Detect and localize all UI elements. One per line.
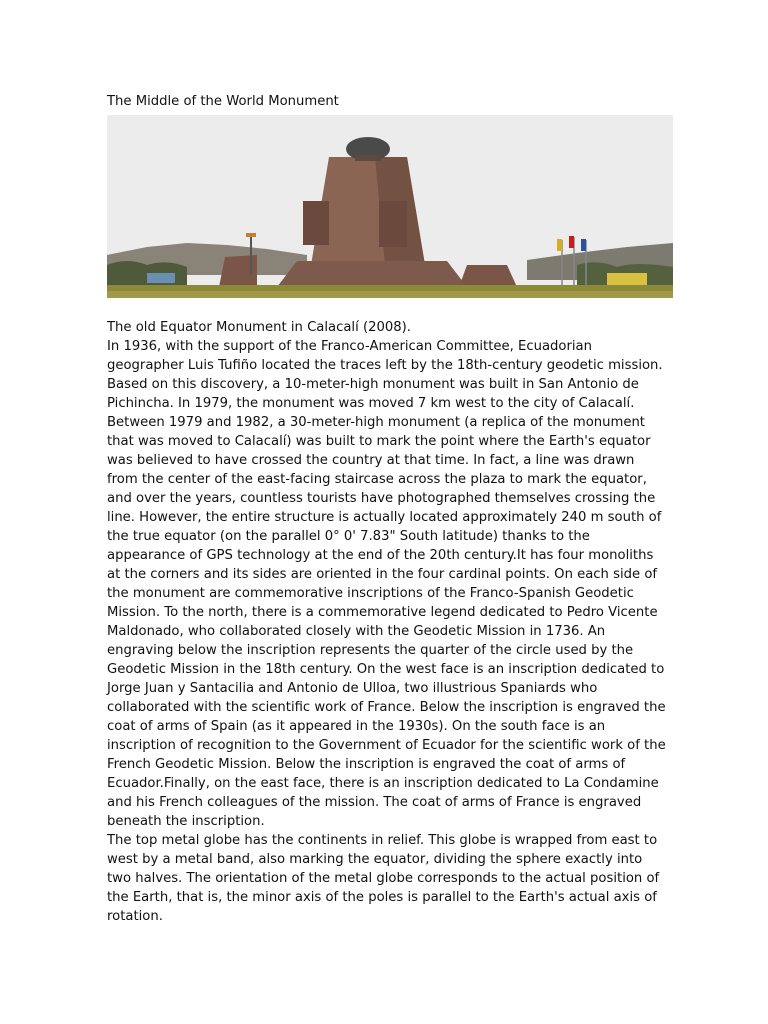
document-page — [107, 92, 667, 926]
monument-photo — [107, 115, 673, 298]
image-caption: The old Equator Monument in Calacalí (2008). — [107, 320, 411, 335]
document-title: The Middle of the World Monument — [107, 94, 339, 109]
paragraph-history: In 1936, with the support of the Franco-American Committee, Ecuadorian geographer Luis Tufiño located the traces left by the 18th-century geodetic mission. Based on this discovery, a 10-meter-high monument was built in San Antonio de Pichincha. In 1979, the monument was moved 7 km west to the city of Calacalí. — [107, 339, 663, 411]
monument-illustration — [107, 115, 673, 298]
paragraph-globe: The top metal globe has the continents in relief. This globe is wrapped from east to west by a metal band, also marking the equator, dividing the sphere exactly into two halves. The orientation of the metal globe corresponds to the actual position of the Earth, that is, the minor axis of the poles is parallel to the Earth's actual axis of rotation. — [107, 833, 660, 924]
paragraph-monument-description: Between 1979 and 1982, a 30-meter-high monument (a replica of the monument that was moved to Calacalí) was built to mark the point where the Earth's equator was believed to have crossed the country at that time. In fact, a line was drawn from the center of the east-facing staircase across the plaza to mark the equator, and over the years, countless tourists have photographed themselves crossing the line. However, the entire structure is actually located approximately 240 m south of the true equator (on the parallel 0° 0' 7.83" South latitude) thanks to the appearance of GPS technology at the end of the 20th century.It has four monoliths at the corners and its sides are oriented in the four cardinal points. On each side of the monument are commemorative inscriptions of the Franco-Spanish Geodetic Mission. To the north, there is a commemorative legend dedicated to Pedro Vicente Maldonado, who collaborated closely with the Geodetic Mission in 1736. An engraving below the inscription represents the quarter of the circle used by the Geodetic Mission in the 18th century. On the west face is an inscription dedicated to Jorge Juan y Santacilia and Antonio de Ulloa, two illustrious Spaniards who collaborated with the scientific work of France. Below the inscription is engraved the coat of arms of Spain (as it appeared in the 1930s). On the south face is an inscription of recognition to the Government of Ecuador for the scientific work of the French Geodetic Mission. Below the inscription is engraved the coat of arms of Ecuador.Finally, on the east face, there is an inscription dedicated to La Condamine and his French colleagues of the mission. The coat of arms of France is engraved beneath the inscription. — [107, 415, 666, 829]
